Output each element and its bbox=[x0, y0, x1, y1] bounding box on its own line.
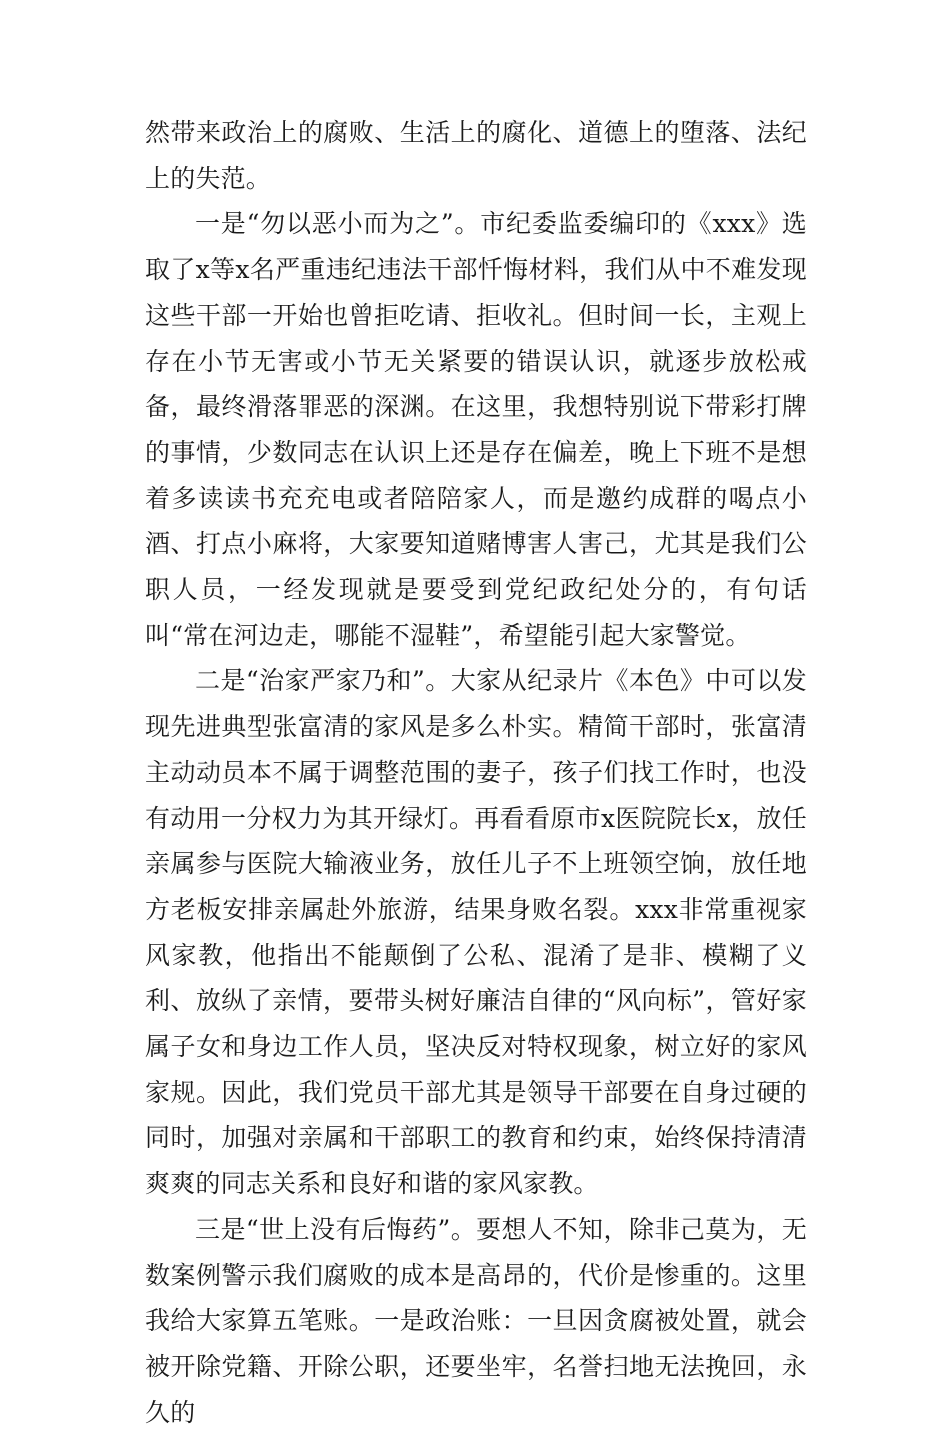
document-body bbox=[145, 110, 807, 1435]
paragraph-point-one: 一是“勿以恶小而为之”。市纪委监委编印的《xxx》选取了x等x名严重违纪违法干部忏悔材料，我们从中不难发现这些干部一开始也曾拒吃请、拒收礼。但时间一长，主观上存在小节无害或小节无关紧要的错误认识，就逐步放松戒备，最终滑落罪恶的深渊。在这里，我想特别说下带彩打牌的事情，少数同志在认识上还是存在偏差，晚上下班不是想着多读读书充充电或者陪陪家人，而是邀约成群的喝点小酒、打点小麻将，大家要知道赌博害人害己，尤其是我们公职人员，一经发现就是要受到党纪政纪处分的，有句话叫“常在河边走，哪能不湿鞋”，希望能引起大家警觉。 bbox=[145, 209, 807, 650]
paragraph-continuation: 然带来政治上的腐败、生活上的腐化、道德上的堕落、法纪上的失范。 bbox=[145, 118, 807, 193]
paragraph-point-three: 三是“世上没有后悔药”。要想人不知，除非己莫为，无数案例警示我们腐败的成本是高昂的，代价是惨重的。这里我给大家算五笔账。一是政治账：一旦因贪腐被处置，就会被开除党籍、开除公职，还要坐牢，名誉扫地无法挽回，永久的 bbox=[145, 1214, 807, 1427]
paragraph-point-two: 二是“治家严家乃和”。大家从纪录片《本色》中可以发现先进典型张富清的家风是多么朴实。精简干部时，张富清主动动员本不属于调整范围的妻子，孩子们找工作时，也没有动用一分权力为其开绿灯。再看看原市x医院院长x，放任亲属参与医院大输液业务，放任儿子不上班领空饷，放任地方老板安排亲属赴外旅游，结果身败名裂。xxx非常重视家风家教，他指出不能颠倒了公私、混淆了是非、模糊了义利、放纵了亲情，要带头树好廉洁自律的“风向标”，管好家属子女和身边工作人员，坚决反对特权现象，树立好的家风家规。因此，我们党员干部尤其是领导干部要在自身过硬的同时，加强对亲属和干部职工的教育和约束，始终保持清清爽爽的同志关系和良好和谐的家风家教。 bbox=[145, 666, 807, 1199]
